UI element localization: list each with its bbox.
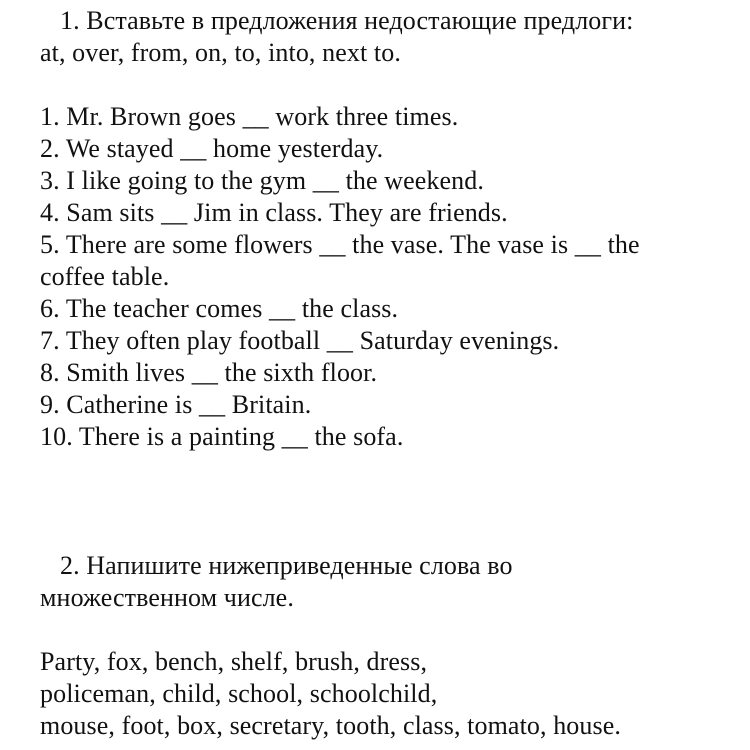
task2-words-line-1: Party, fox, bench, shelf, brush, dress, (40, 647, 428, 676)
task1-item-9: 9. Catherine is __ Britain. (40, 390, 312, 419)
task2-words-line-2: policeman, child, school, schoolchild, (40, 679, 438, 708)
task1-item-7: 7. They often play football __ Saturday evenings. (40, 326, 560, 355)
task2-heading-cont: множественном числе. (40, 583, 294, 612)
task2-words-line-3: mouse, foot, box, secretary, tooth, class, tomato, house. (40, 711, 621, 740)
task1-item-1: 1. Mr. Brown goes __ work three times. (40, 102, 459, 131)
task1-item-5: 5. There are some flowers __ the vase. The vase is __ the (40, 230, 640, 259)
task1-item-8: 8. Smith lives __ the sixth floor. (40, 358, 378, 387)
task1-word-bank: at, over, from, on, to, into, next to. (40, 38, 401, 67)
task1-item-3: 3. I like going to the gym __ the weekend. (40, 166, 484, 195)
task1-item-5-cont: coffee table. (40, 262, 170, 291)
task1-item-6: 6. The teacher comes __ the class. (40, 294, 399, 323)
task1-item-10: 10. There is a painting __ the sofa. (40, 422, 404, 451)
task2-heading: 2. Напишите нижеприведенные слова во (60, 551, 513, 580)
task1-heading: 1. Вставьте в предложения недостающие предлоги: (60, 6, 634, 35)
task1-item-4: 4. Sam sits __ Jim in class. They are friends. (40, 198, 508, 227)
task1-item-2: 2. We stayed __ home yesterday. (40, 134, 384, 163)
